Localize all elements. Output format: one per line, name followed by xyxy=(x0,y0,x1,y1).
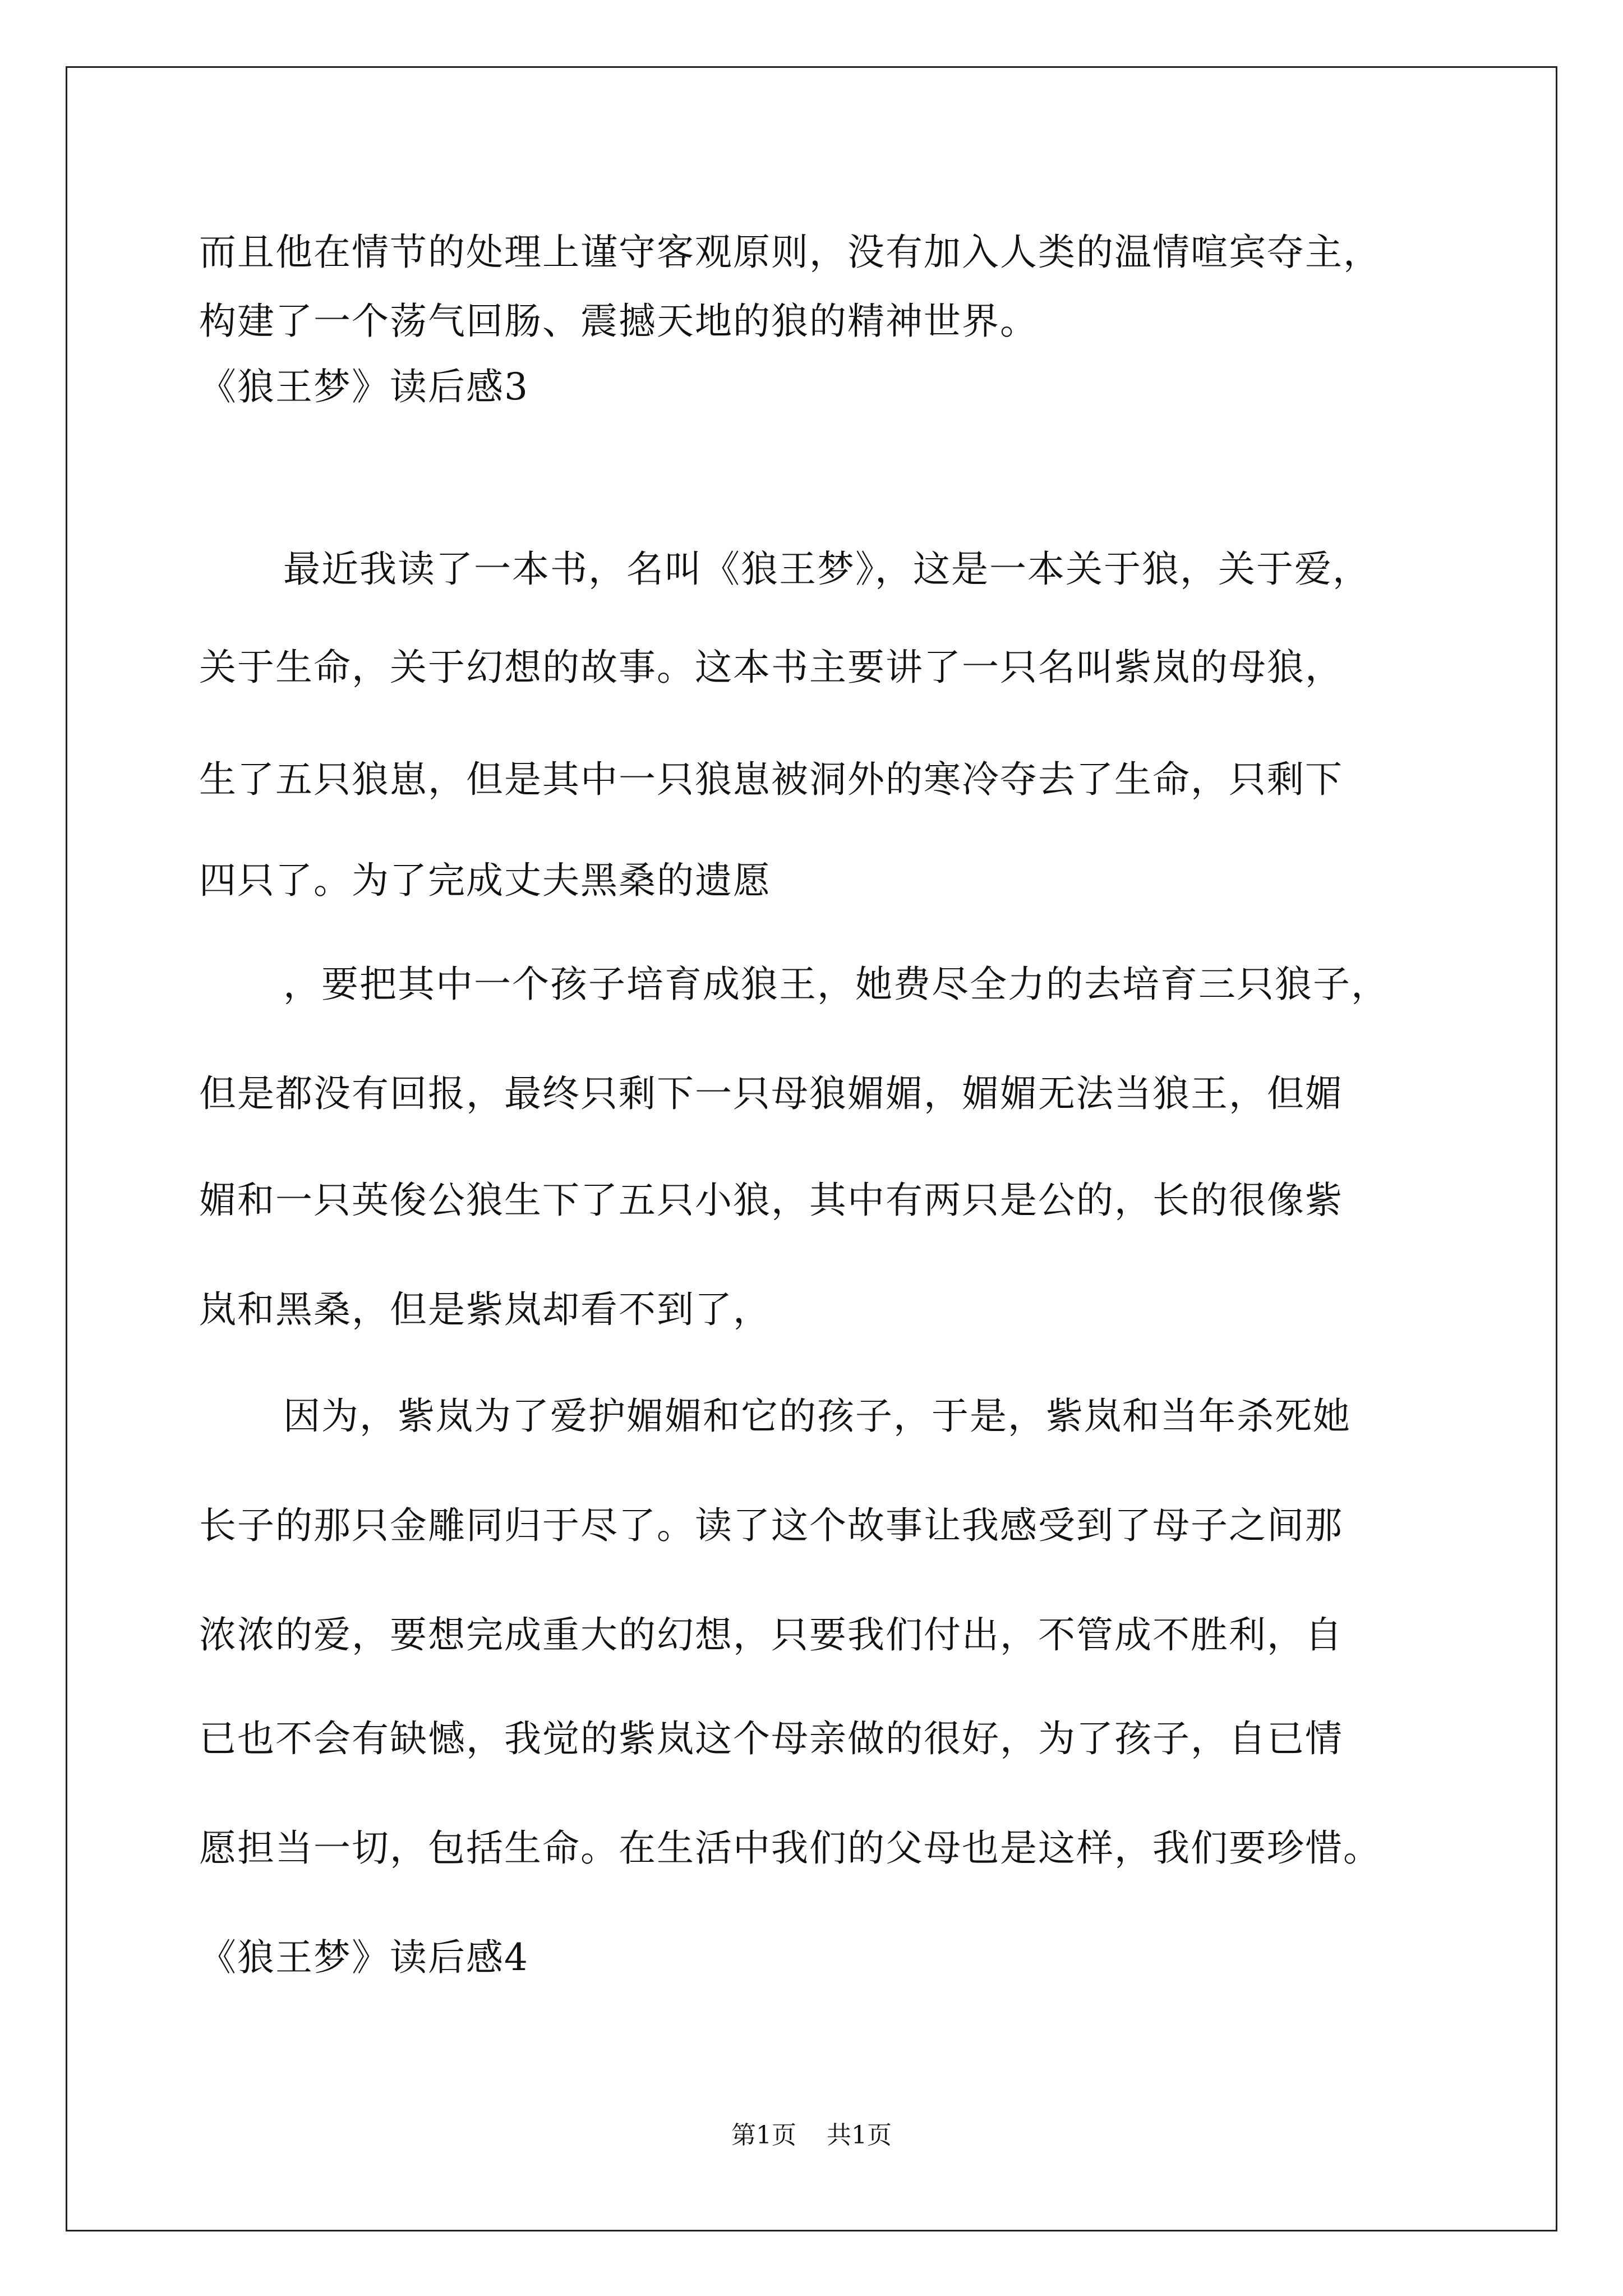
paragraph-3-line-4: 岚和黑桑，但是紫岚却看不到了， xyxy=(199,1288,771,1331)
paragraph-2-line-2: 关于生命，关于幻想的故事。这本书主要讲了一只名叫紫岚的母狼， xyxy=(199,646,1343,689)
paragraph-3-line-3: 媚和一只英俊公狼生下了五只小狼，其中有两只是公的，长的很像紫 xyxy=(199,1179,1343,1222)
page-number: 第1页 xyxy=(731,2121,796,2150)
section-heading-4: 《狼王梦》读后感4 xyxy=(199,1936,529,1979)
paragraph-4-line-4: 已也不会有缺憾，我觉的紫岚这个母亲做的很好，为了孩子，自已情 xyxy=(199,1717,1343,1760)
paragraph-3-line-1: ，要把其中一个孩子培育成狼王，她费尽全力的去培育三只狼子， xyxy=(283,963,1389,1006)
page-total: 共1页 xyxy=(827,2121,892,2150)
paragraph-2-line-3: 生了五只狼崽，但是其中一只狼崽被洞外的寒冷夺去了生命，只剩下 xyxy=(199,758,1343,801)
paragraph-4-line-2: 长子的那只金雕同归于尽了。读了这个故事让我感受到了母子之间那 xyxy=(199,1504,1343,1547)
paragraph-2-line-4: 四只了。为了完成丈夫黑桑的遗愿 xyxy=(199,859,771,902)
paragraph-1-line-2: 构建了一个荡气回肠、震撼天地的狼的精神世界。 xyxy=(199,300,1038,343)
paragraph-2-line-1: 最近我读了一本书，名叫《狼王梦》，这是一本关于狼，关于爱， xyxy=(283,547,1371,591)
section-heading-3: 《狼王梦》读后感3 xyxy=(199,365,529,408)
paragraph-3-line-2: 但是都没有回报，最终只剩下一只母狼媚媚，媚媚无法当狼王，但媚 xyxy=(199,1072,1343,1115)
paragraph-4-line-3: 浓浓的爱，要想完成重大的幻想，只要我们付出，不管成不胜利，自 xyxy=(199,1613,1343,1657)
paragraph-4-line-5: 愿担当一切，包括生命。在生活中我们的父母也是这样，我们要珍惜。 xyxy=(199,1826,1381,1870)
page-footer xyxy=(0,2119,1623,2152)
paragraph-1-line-1: 而且他在情节的处理上谨守客观原则，没有加入人类的温情喧宾夺主， xyxy=(199,231,1381,274)
paragraph-4-line-1: 因为，紫岚为了爱护媚媚和它的孩子，于是，紫岚和当年杀死她 xyxy=(283,1395,1351,1438)
